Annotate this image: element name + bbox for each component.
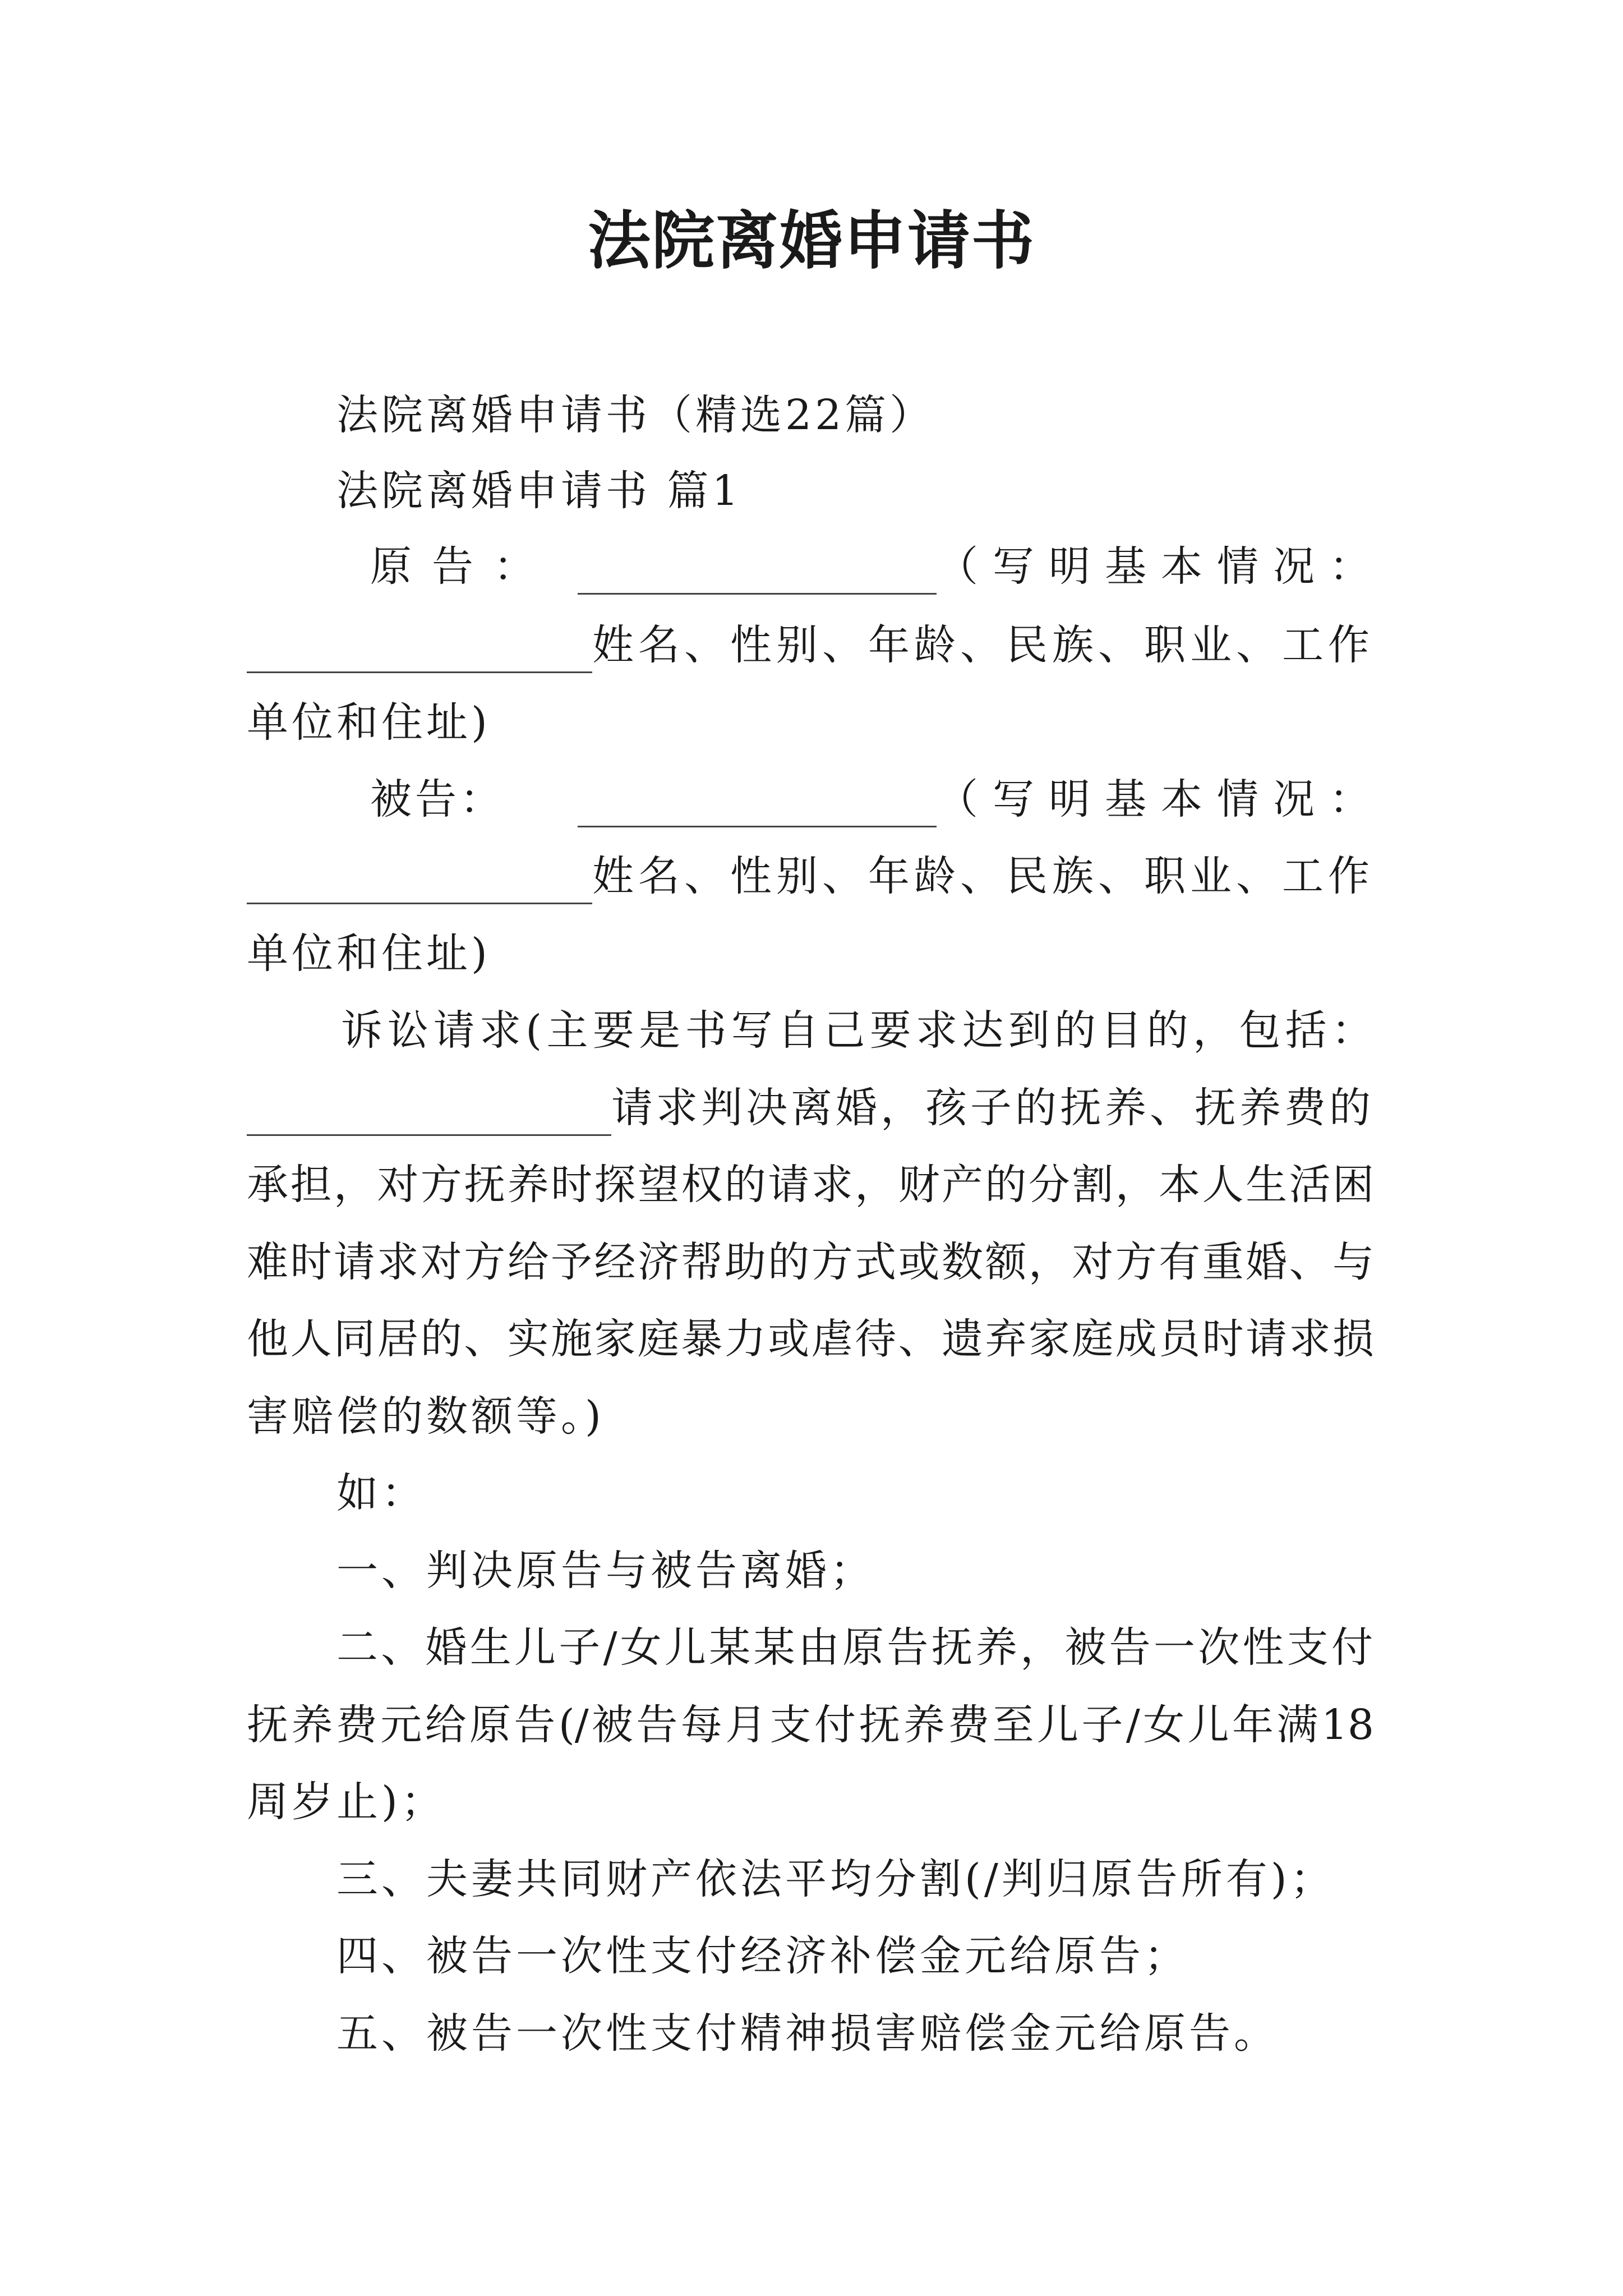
plaintiff-label	[370, 539, 538, 595]
note-char: 明	[1049, 775, 1094, 823]
note-char: 基	[1105, 775, 1150, 823]
plaintiff-label-char: ：	[494, 542, 538, 591]
plaintiff-note	[937, 539, 1374, 595]
claims-text-2: 请求判决离婚，孩子的抚养、抚养费的	[611, 1084, 1374, 1132]
note-char: 写	[993, 775, 1038, 823]
claims-blank[interactable]	[247, 1089, 611, 1136]
note-char: 情	[1217, 775, 1262, 823]
note-char: （	[937, 775, 981, 823]
subtitle: 法院离婚申请书（精选22篇）	[336, 391, 935, 439]
item-2-line-2: 抚养费元给原告(/被告每月支付抚养费至儿子/女儿年满18	[247, 1701, 1374, 1749]
defendant-line	[370, 771, 1374, 827]
defendant-label-char: 告	[415, 775, 460, 823]
defendant-fields: 姓名、性别、年龄、民族、职业、工作	[592, 852, 1374, 900]
note-char: 基	[1105, 542, 1150, 591]
note-char: 况	[1273, 775, 1318, 823]
item-2-line-3: 周岁止)；	[247, 1778, 446, 1826]
claims-intro: 诉讼请求(主要是书写自己要求达到的目的，包括：	[341, 1006, 1374, 1055]
defendant-label-char: ：	[460, 775, 505, 823]
example-label: 如：	[336, 1469, 426, 1517]
note-char: 情	[1217, 542, 1262, 591]
claims-line-3: 承担，对方抚养时探望权的请求，财产的分割，本人生活困	[247, 1161, 1374, 1209]
defendant-details-blank[interactable]	[247, 858, 592, 904]
note-char: ：	[1329, 542, 1374, 591]
claims-line-6: 害赔偿的数额等。)	[247, 1392, 605, 1441]
defendant-tail: 单位和住址)	[247, 930, 491, 978]
note-char: 本	[1161, 775, 1206, 823]
defendant-name-blank[interactable]	[578, 781, 937, 827]
defendant-note	[937, 771, 1374, 827]
note-char: ：	[1329, 775, 1374, 823]
plaintiff-label-char: 原	[370, 542, 415, 591]
note-char: 本	[1161, 542, 1206, 591]
claims-line-2	[247, 1080, 1374, 1136]
plaintiff-label-char: 告	[432, 542, 477, 591]
note-char: 况	[1273, 542, 1318, 591]
plaintiff-tail: 单位和住址)	[247, 698, 491, 747]
claims-line-5: 他人同居的、实施家庭暴力或虐待、遗弃家庭成员时请求损	[247, 1315, 1374, 1363]
plaintiff-details-line	[247, 617, 1374, 673]
plaintiff-name-blank[interactable]	[578, 548, 937, 595]
defendant-label	[370, 771, 505, 827]
item-4: 四、被告一次性支付经济补偿金元给原告；	[336, 1932, 1189, 1980]
item-2-line-1: 二、婚生儿子/女儿某某由原告抚养，被告一次性支付	[336, 1623, 1374, 1672]
document-title: 法院离婚申请书	[588, 205, 1035, 278]
defendant-label-char: 被	[370, 775, 415, 823]
defendant-details-line	[247, 848, 1374, 904]
item-1: 一、判决原告与被告离婚；	[336, 1547, 875, 1595]
note-char: 写	[993, 542, 1038, 591]
item-5: 五、被告一次性支付精神损害赔偿金元给原告。	[336, 2009, 1279, 2058]
plaintiff-line	[370, 539, 1374, 595]
section-heading: 法院离婚申请书 篇1	[336, 467, 742, 515]
note-char: （	[937, 542, 981, 591]
plaintiff-details-blank[interactable]	[247, 627, 592, 673]
note-char: 明	[1049, 542, 1094, 591]
plaintiff-fields: 姓名、性别、年龄、民族、职业、工作	[592, 621, 1374, 669]
item-3: 三、夫妻共同财产依法平均分割(/判归原告所有)；	[336, 1855, 1335, 1903]
claims-line-4: 难时请求对方给予经济帮助的方式或数额，对方有重婚、与	[247, 1238, 1374, 1286]
